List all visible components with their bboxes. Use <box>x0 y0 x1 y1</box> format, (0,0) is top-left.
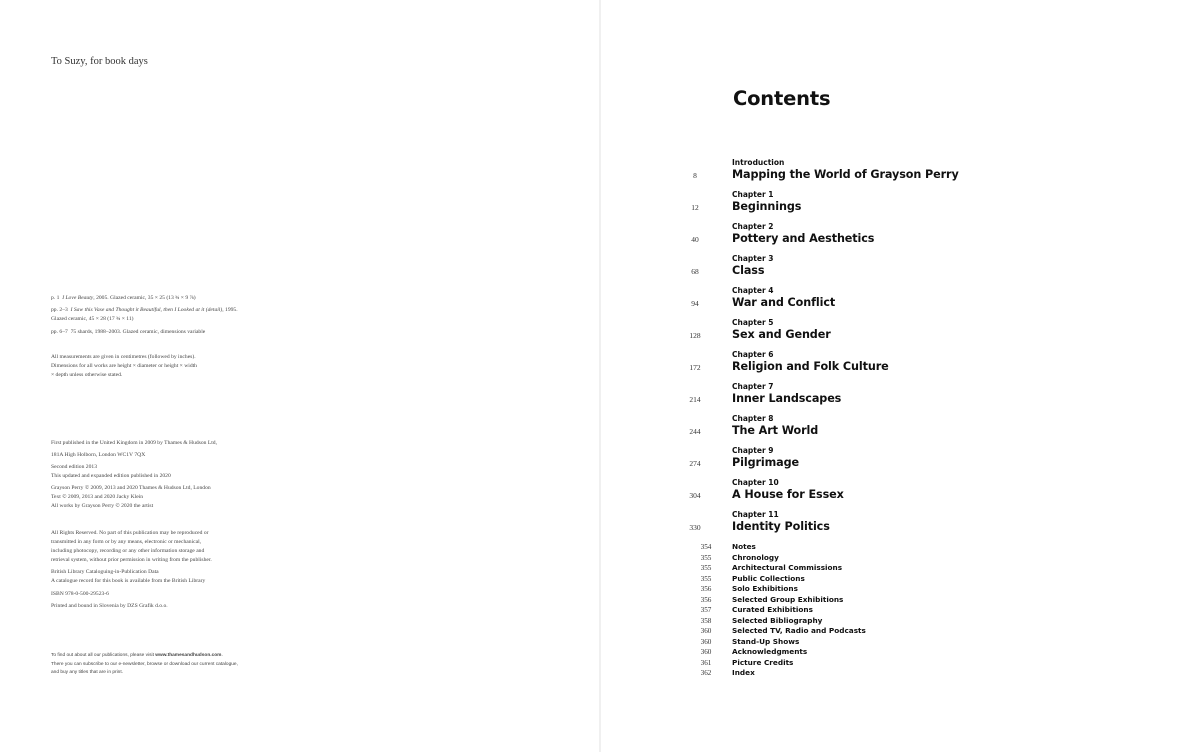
toc-page-number: 355 <box>700 574 712 583</box>
toc-entry[interactable] <box>600 412 1200 444</box>
toc-kicker: Chapter 7 <box>732 382 774 391</box>
toc-title: Stand-Up Shows <box>732 636 800 646</box>
toc-kicker: Chapter 11 <box>732 510 779 519</box>
back-matter-item[interactable] <box>600 626 1200 637</box>
toc-page-number: 354 <box>700 543 712 551</box>
rights-line: retrieval system, without prior permission in writing from the publisher. <box>51 556 212 563</box>
rights-line: transmitted in any form or by any means, electronic or mechanical, <box>51 538 202 545</box>
back-matter-item[interactable] <box>600 595 1200 606</box>
toc-title: Class <box>732 264 765 277</box>
toc-page-number: 172 <box>689 363 701 372</box>
toc-page-number: 360 <box>700 637 712 646</box>
toc-page-number: 304 <box>689 491 701 500</box>
printer-line: Printed and bound in Slovenia by DZS Grafik d.o.o. <box>51 603 168 610</box>
toc-page-number: 68 <box>691 267 699 276</box>
toc-page-number: 128 <box>689 331 701 340</box>
toc-title: Mapping the World of Grayson Perry <box>732 168 959 181</box>
toc-entry[interactable] <box>600 252 1200 284</box>
toc-title: Public Collections <box>732 573 805 583</box>
toc-page-number: 355 <box>700 564 712 572</box>
note-line: × depth unless otherwise stated. <box>51 371 123 378</box>
pub-line: 181A High Holborn, London WC1V 7QX <box>51 451 146 458</box>
back-matter-item[interactable] <box>600 605 1200 616</box>
toc-title: Inner Landscapes <box>732 392 842 405</box>
note-line: All measurements are given in centimetres (followed by inches). <box>51 354 196 360</box>
toc-entry[interactable] <box>600 508 1200 540</box>
toc-kicker: Chapter 9 <box>732 446 774 455</box>
toc-entry[interactable] <box>600 444 1200 476</box>
pub-line: All works by Grayson Perry © 2020 the artist <box>51 502 154 509</box>
back-matter-item[interactable] <box>600 647 1200 658</box>
publication-info <box>51 439 251 514</box>
find-prefix: To find out about all our publications, please visit <box>51 653 156 658</box>
caption-title: I Love Beauty <box>62 295 94 301</box>
pub-line: Grayson Perry © 2009, 2013 and 2020 Thames & Hudson Ltd, London <box>51 484 211 491</box>
back-matter-item[interactable] <box>600 616 1200 627</box>
toc-title: The Art World <box>732 424 819 437</box>
caption-ref: p. 1 <box>51 295 60 301</box>
toc-title: Index <box>732 668 755 677</box>
toc-title: Chronology <box>732 552 779 562</box>
toc-title: Sex and Gender <box>732 328 831 341</box>
find-line: There you can subscribe to our e-newsletter, browse or download our current catalogue, <box>51 661 238 667</box>
find-suffix: . <box>221 653 223 658</box>
toc-page-number: 361 <box>700 658 712 667</box>
measurements-note <box>51 353 251 380</box>
toc-kicker: Chapter 4 <box>732 286 774 295</box>
back-matter-item[interactable] <box>600 668 1200 679</box>
toc-page-number: 356 <box>700 585 712 593</box>
toc-title: Selected TV, Radio and Podcasts <box>732 626 866 635</box>
toc-title: Curated Exhibitions <box>732 605 813 614</box>
image-captions <box>51 294 251 340</box>
toc-title: Pottery and Aesthetics <box>732 232 875 245</box>
back-matter-item[interactable] <box>600 563 1200 574</box>
toc-entry[interactable] <box>600 284 1200 316</box>
toc-title: Pilgrimage <box>732 456 800 469</box>
toc-title: Notes <box>732 542 756 551</box>
caption-ref: pp. 6–7 <box>51 328 68 335</box>
pub-line: First published in the United Kingdom in 2009 by Thames & Hudson Ltd, <box>51 440 217 446</box>
find-line <box>51 652 256 661</box>
find-out-more <box>51 652 256 678</box>
toc-title: Beginnings <box>732 200 802 213</box>
toc-page-number: 362 <box>700 669 712 677</box>
toc-page-number: 358 <box>700 616 712 625</box>
back-matter-item[interactable] <box>600 637 1200 648</box>
toc-page-number: 94 <box>691 299 699 308</box>
toc-page-number: 274 <box>689 459 701 468</box>
caption <box>51 294 251 303</box>
toc-kicker: Chapter 5 <box>732 318 774 327</box>
toc-entry[interactable] <box>600 156 1200 188</box>
website-link[interactable]: www.thamesandhudson.com <box>155 653 222 658</box>
page-title: Contents <box>733 87 831 110</box>
toc-kicker: Chapter 2 <box>732 222 774 231</box>
toc-page-number: 360 <box>700 627 712 635</box>
toc-page-number: 357 <box>700 606 712 614</box>
find-line: and buy any titles that are in print. <box>51 670 123 676</box>
pub-line: Second edition 2013 <box>51 463 97 470</box>
back-matter-item[interactable] <box>600 584 1200 595</box>
toc-title: Identity Politics <box>732 520 830 533</box>
toc-page-number: 244 <box>689 427 701 436</box>
toc-entry[interactable] <box>600 476 1200 508</box>
toc-chapters <box>600 156 1200 540</box>
toc-title: Religion and Folk Culture <box>732 360 889 373</box>
toc-title: A House for Essex <box>732 488 844 501</box>
back-matter-item[interactable] <box>600 553 1200 564</box>
note-line: Dimensions for all works are height × diameter or height × width <box>51 362 197 369</box>
toc-entry[interactable] <box>600 380 1200 412</box>
toc-page-number: 40 <box>691 235 699 244</box>
toc-title: War and Conflict <box>732 296 836 309</box>
toc-entry[interactable] <box>600 316 1200 348</box>
toc-back-matter <box>600 542 1200 679</box>
back-matter-item[interactable] <box>600 658 1200 669</box>
toc-page-number: 8 <box>693 171 697 180</box>
rights-line: including photocopy, recording or any other information storage and <box>51 547 205 554</box>
pub-line: This updated and expanded edition published in 2020 <box>51 472 171 479</box>
toc-kicker: Chapter 10 <box>732 478 779 487</box>
toc-page-number: 330 <box>689 523 701 532</box>
caption-details: , 1995. Glazed ceramic, 45 × 28 (17 ¾ × 11) <box>51 307 238 323</box>
toc-title: Selected Group Exhibitions <box>732 594 844 604</box>
toc-title: Architectural Commissions <box>732 563 843 572</box>
caption <box>51 306 251 324</box>
toc-page-number: 12 <box>691 203 699 212</box>
toc-kicker: Chapter 6 <box>732 350 774 359</box>
toc-page-number: 360 <box>700 648 712 656</box>
caption-details: , 2005. Glazed ceramic, 35 × 25 (13 ¾ × 9 ⅞) <box>93 295 196 301</box>
rights-info <box>51 529 251 615</box>
toc-title: Solo Exhibitions <box>732 584 798 593</box>
pub-line: Text © 2009, 2013 and 2020 Jacky Klein <box>51 493 144 500</box>
toc-page-number: 214 <box>689 395 701 404</box>
toc-page-number: 356 <box>700 595 712 604</box>
toc-title: Selected Bibliography <box>732 615 823 625</box>
dedication: To Suzy, for book days <box>51 56 148 67</box>
cip-line: British Library Cataloguing-in-Publication Data <box>51 569 159 576</box>
isbn: ISBN 978-0-500-29523-6 <box>51 590 109 597</box>
toc-title: Picture Credits <box>732 657 794 667</box>
toc-kicker: Chapter 8 <box>732 414 774 423</box>
toc-entry[interactable] <box>600 348 1200 380</box>
caption <box>51 328 251 337</box>
caption-details: 75 shards, 1988–2003. Glazed ceramic, dimensions variable <box>70 328 206 335</box>
toc-entry[interactable] <box>600 220 1200 252</box>
toc-entry[interactable] <box>600 188 1200 220</box>
toc-kicker: Chapter 1 <box>732 190 774 199</box>
toc-kicker: Introduction <box>732 158 785 167</box>
toc-page-number: 355 <box>700 553 712 562</box>
toc-title: Acknowledgments <box>732 647 808 656</box>
cip-line: A catalogue record for this book is available from the British Library <box>51 578 206 585</box>
toc-kicker: Chapter 3 <box>732 254 774 263</box>
rights-line: All Rights Reserved. No part of this publication may be reproduced or <box>51 530 209 536</box>
contents-page <box>600 0 1200 752</box>
back-matter-item[interactable] <box>600 574 1200 585</box>
caption-ref: pp. 2–3 <box>51 307 68 314</box>
back-matter-item[interactable] <box>600 542 1200 553</box>
caption-title: I Saw this Vase and Thought it Beautiful, then I Looked at it (detail) <box>70 307 223 314</box>
